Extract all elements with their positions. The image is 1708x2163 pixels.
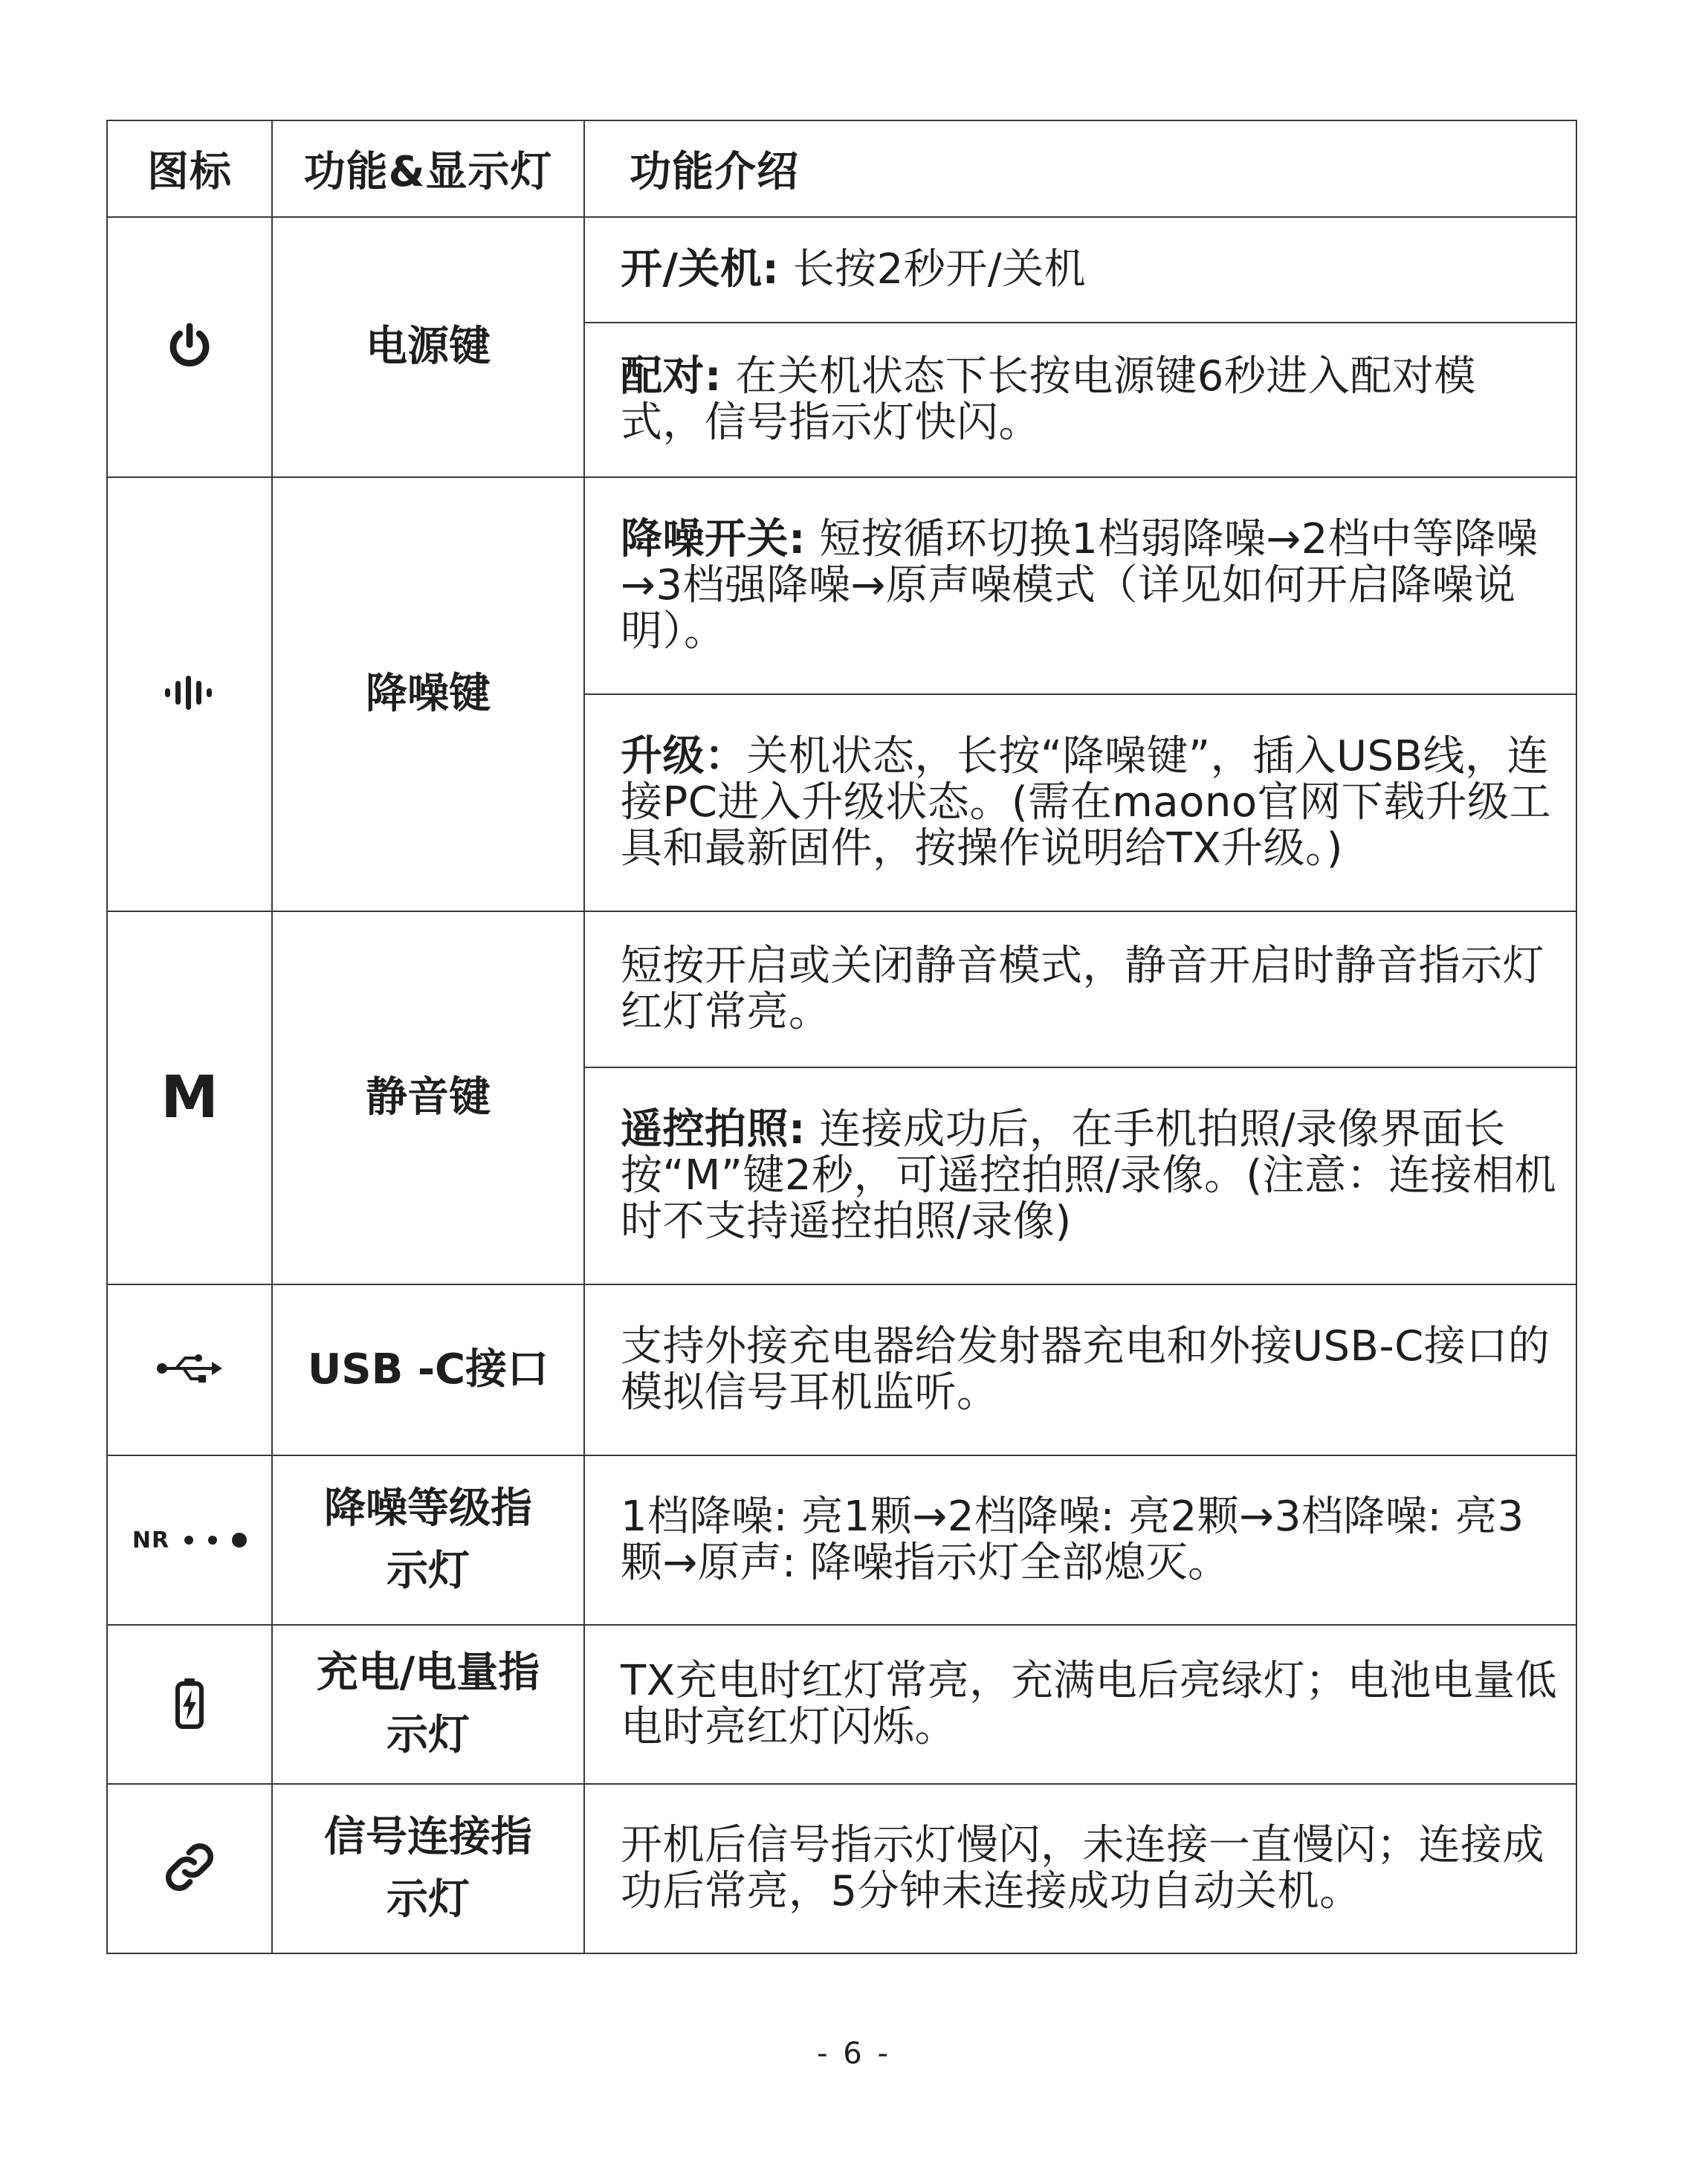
desc-text: 在关机状态下长按电源键6秒进入配对模式，信号指示灯快闪。 bbox=[621, 352, 1476, 447]
function-link-indicator bbox=[272, 1784, 584, 1953]
desc-noise-switch bbox=[584, 477, 1576, 694]
header-icon: 图标 bbox=[107, 120, 272, 217]
desc-battery-indicator bbox=[584, 1625, 1576, 1784]
link-icon bbox=[161, 1839, 218, 1895]
power-icon bbox=[165, 321, 214, 370]
desc-mute bbox=[584, 911, 1576, 1067]
icon-cell-nr bbox=[107, 1455, 272, 1625]
desc-text: 短按循环切换1档弱降噪→2档中等降噪→3档强降噪→原声噪模式（详见如何开启降噪说明）。 bbox=[621, 515, 1539, 656]
table-row-noise-reduction bbox=[107, 477, 1576, 694]
desc-text: TX充电时红灯常亮，充满电后亮绿灯；电池电量低电时亮红灯闪烁。 bbox=[621, 1657, 1558, 1751]
desc-text: 短按开启或关闭静音模式，静音开启时静音指示灯红灯常亮。 bbox=[621, 942, 1544, 1036]
function-line: 信号连接指 bbox=[324, 1813, 532, 1861]
function-battery-indicator bbox=[272, 1625, 584, 1784]
nr-label: NR bbox=[132, 1527, 170, 1553]
page-number: - 6 - bbox=[817, 2037, 891, 2071]
desc-text: 连接成功后，在手机拍照/录像界面长按“M”键2秒，可遥控拍照/录像。(注意：连接相机时不支持遥控拍照/录像) bbox=[621, 1105, 1557, 1246]
function-line: 充电/电量指 bbox=[316, 1649, 540, 1697]
table-header-row bbox=[107, 120, 1576, 217]
table-row-mute bbox=[107, 911, 1576, 1067]
function-power-key: 电源键 bbox=[272, 217, 584, 477]
desc-label: 降噪开关: bbox=[621, 515, 806, 563]
function-nr-indicator bbox=[272, 1455, 584, 1625]
desc-text: 关机状态，长按“降噪键”，插入USB线，连接PC进入升级状态。(需在maono官网下载升级工具和最新固件，按操作说明给TX升级。) bbox=[621, 732, 1552, 873]
table-row-nr-indicator bbox=[107, 1455, 1576, 1625]
table-row-battery-indicator bbox=[107, 1625, 1576, 1784]
icon-cell-mute bbox=[107, 911, 272, 1284]
usb-icon bbox=[155, 1352, 224, 1385]
function-line: 示灯 bbox=[386, 1711, 470, 1759]
header-intro: 功能介绍 bbox=[584, 120, 1576, 217]
icon-cell-link bbox=[107, 1784, 272, 1953]
icon-cell-noise-reduction bbox=[107, 477, 272, 911]
function-table bbox=[106, 120, 1577, 1954]
desc-text: 1档降噪: 亮1颗→2档降噪: 亮2颗→3档降噪: 亮3颗→原声: 降噪指示灯全部熄灭。 bbox=[621, 1493, 1524, 1587]
desc-label: 升级： bbox=[621, 732, 747, 780]
desc-label: 配对: bbox=[621, 352, 722, 401]
desc-upgrade bbox=[584, 694, 1576, 911]
desc-text: 支持外接充电器给发射器充电和外接USB-C接口的模拟信号耳机监听。 bbox=[621, 1322, 1550, 1417]
nr-dot-icon bbox=[208, 1536, 217, 1545]
desc-text: 长按2秒开/关机 bbox=[779, 245, 1087, 294]
function-line: 降噪等级指 bbox=[324, 1484, 532, 1533]
function-mute-key: 静音键 bbox=[272, 911, 584, 1284]
desc-usb-c bbox=[584, 1284, 1576, 1455]
desc-nr-indicator bbox=[584, 1455, 1576, 1625]
nr-dot-icon bbox=[184, 1536, 193, 1545]
icon-cell-power bbox=[107, 217, 272, 477]
header-function: 功能&显示灯 bbox=[272, 120, 584, 217]
desc-label: 遥控拍照: bbox=[621, 1105, 806, 1154]
desc-power-pairing bbox=[584, 323, 1576, 477]
desc-power-onoff bbox=[584, 217, 1576, 323]
battery-charging-icon bbox=[175, 1677, 204, 1729]
desc-label: 开/关机: bbox=[621, 245, 780, 294]
desc-remote-photo bbox=[584, 1067, 1576, 1284]
function-line: 示灯 bbox=[386, 1547, 470, 1595]
desc-text: 开机后信号指示灯慢闪，未连接一直慢闪；连接成功后常亮，5分钟未连接成功自动关机。 bbox=[621, 1821, 1544, 1915]
sound-wave-icon bbox=[162, 674, 217, 711]
function-line: 示灯 bbox=[386, 1875, 470, 1924]
table-row-power bbox=[107, 217, 1576, 323]
m-key-icon: M bbox=[161, 1064, 219, 1131]
function-usb-c-port: USB -C接口 bbox=[272, 1284, 584, 1455]
icon-cell-battery bbox=[107, 1625, 272, 1784]
table-row-link-indicator bbox=[107, 1784, 1576, 1953]
nr-indicator-icon bbox=[132, 1527, 247, 1553]
function-noise-reduction-key: 降噪键 bbox=[272, 477, 584, 911]
table-row-usb-c bbox=[107, 1284, 1576, 1455]
nr-dot-icon bbox=[232, 1533, 247, 1548]
desc-link-indicator bbox=[584, 1784, 1576, 1953]
icon-cell-usb bbox=[107, 1284, 272, 1455]
